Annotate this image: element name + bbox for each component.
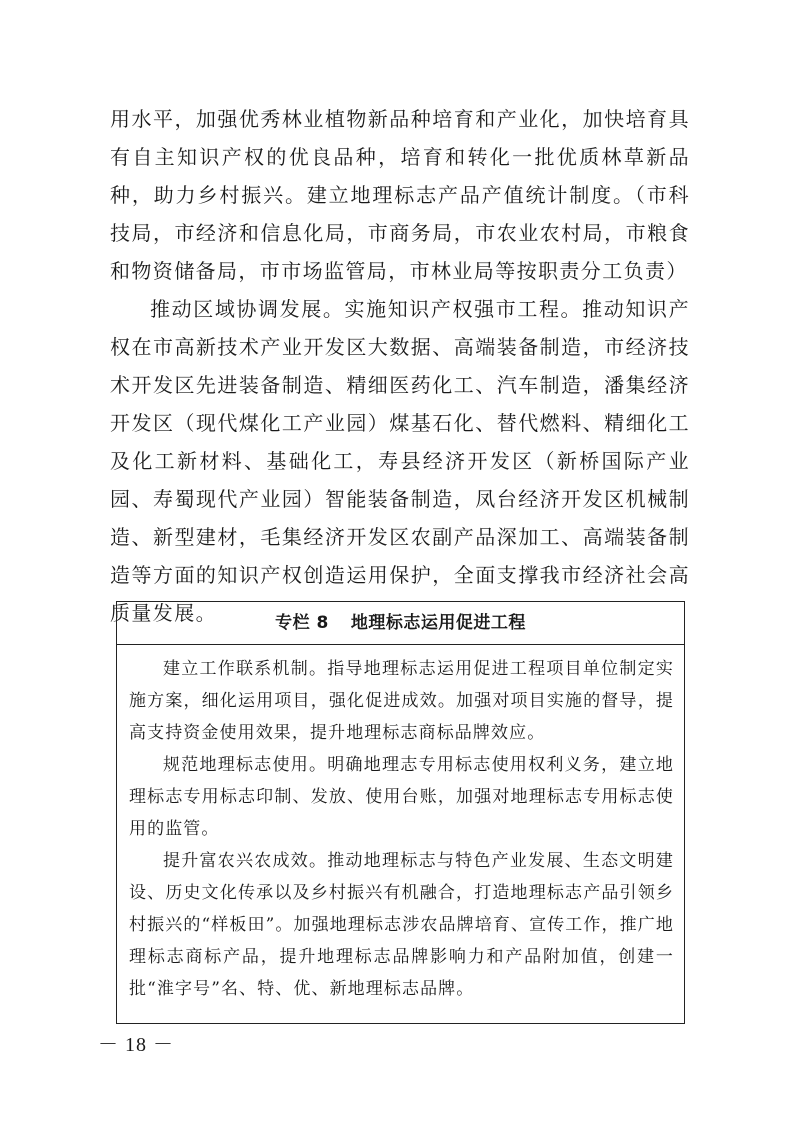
- body-paragraph-2: 推动区域协调发展。实施知识产权强市工程。推动知识产权在市高新技术产业开发区大数据、高端装备制造，市经济技术开发区先进装备制造、精细医药化工、汽车制造，潘集经济开发区（现代煤化工产业园）煤基石化、替代燃料、精细化工及化工新材料、基础化工，寿县经济开发区（新桥国际产业园、寿蜀现代产业园）智能装备制造，凤台经济开发区机械制造、新型建材，毛集经济开发区农副产品深加工、高端装备制造等方面的知识产权创造运用保护，全面支撑我市经济社会高质量发展。: [110, 297, 690, 625]
- body-text: [110, 100, 690, 632]
- box-paragraph-2: 规范地理标志使用。明确地理志专用标志使用权利义务，建立地理标志专用标志印制、发放、使用台账，加强对地理标志专用标志使用的监管。: [129, 755, 674, 839]
- column-label: 专栏 8: [275, 613, 329, 633]
- feature-box-title: [117, 602, 684, 645]
- body-paragraph-1: 用水平，加强优秀林业植物新品种培育和产业化，加快培育具有自主知识产权的优良品种，培育和转化一批优质林草新品种，助力乡村振兴。建立地理标志产品产值统计制度。（市科技局，市经济和信息化局，市商务局，市农业农村局，市粮食和物资储备局，市市场监管局，市林业局等按职责分工负责）: [110, 107, 690, 283]
- page-number: － 18 －: [98, 1034, 174, 1056]
- feature-box: [116, 601, 685, 1024]
- feature-box-body: [117, 645, 684, 1005]
- box-title-text: 地理标志运用促进工程: [350, 613, 526, 633]
- box-paragraph-1: 建立工作联系机制。指导地理标志运用促进工程项目单位制定实施方案，细化运用项目，强化促进成效。加强对项目实施的督导，提高支持资金使用效果，提升地理标志商标品牌效应。: [129, 659, 674, 743]
- box-paragraph-3: 提升富农兴农成效。推动地理标志与特色产业发展、生态文明建设、历史文化传承以及乡村振兴有机融合，打造地理标志产品引领乡村振兴的“样板田”。加强地理标志涉农品牌培育、宣传工作，推广地理标志商标产品，提升地理标志品牌影响力和产品附加值，创建一批“淮字号”名、特、优、新地理标志品牌。: [129, 851, 674, 999]
